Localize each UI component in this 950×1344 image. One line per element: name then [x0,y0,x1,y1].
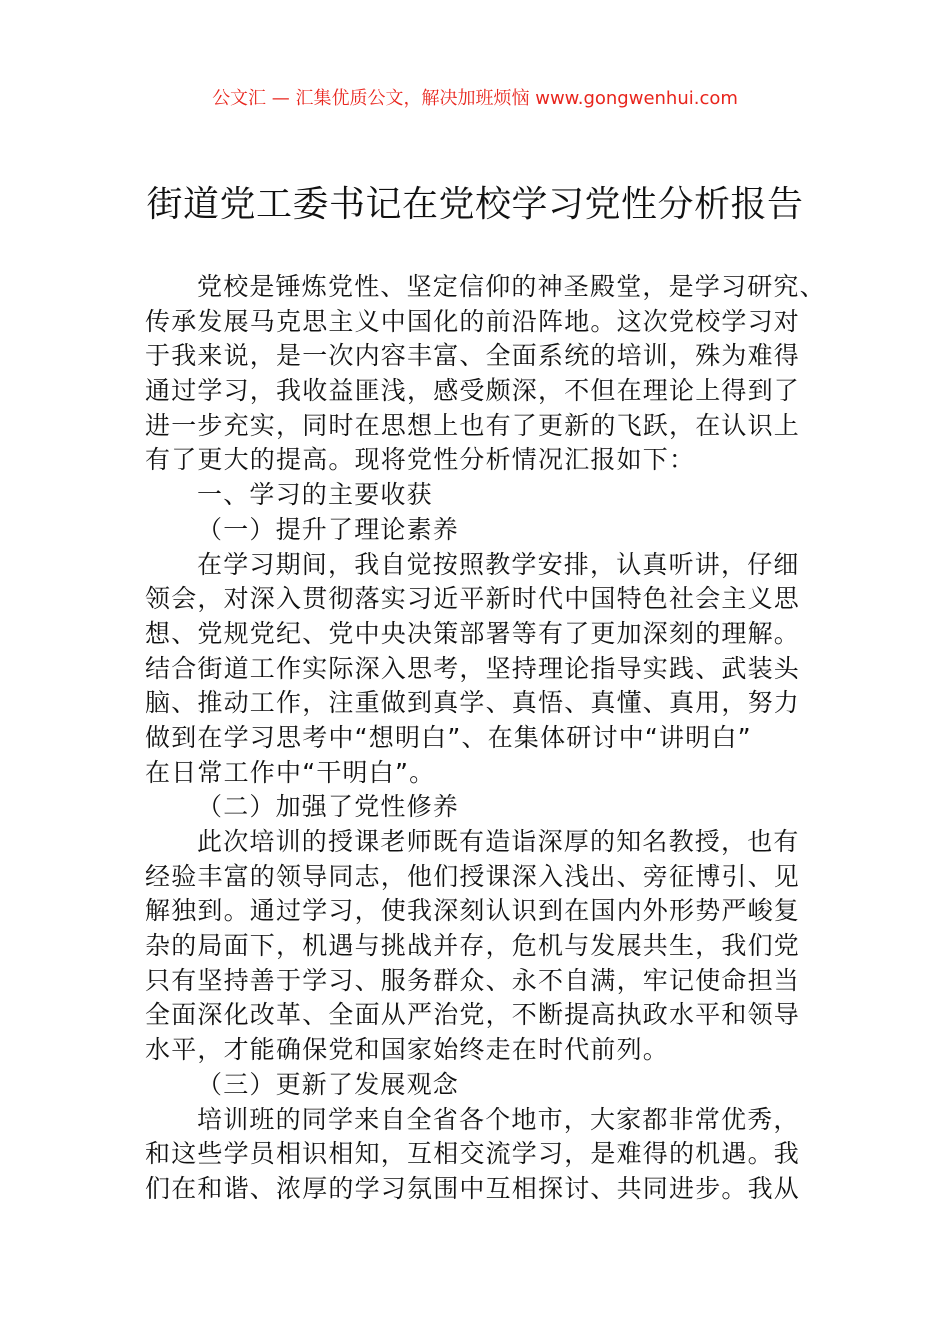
text-line: 结合街道工作实际深入思考，坚持理论指导实践、武装头 [145,653,801,683]
text-line: 脑、推动工作，注重做到真学、真悟、真懂、真用，努力 [145,688,801,718]
text-line: 党校是锤炼党性、坚定信仰的神圣殿堂，是学习研究、 [197,272,826,301]
text-line: 进一步充实，同时在思想上也有了更新的飞跃，在认识上 [145,410,801,440]
text-line: 想、党规党纪、党中央决策部署等有了更加深刻的理解。 [145,618,801,648]
text-line: （二）加强了党性修养 [197,792,460,822]
text-line: （一）提升了理论素养 [197,514,460,544]
text-line: 一、学习的主要收获 [197,480,433,510]
text-line: 此次培训的授课老师既有造诣深厚的知名教授，也有 [197,827,800,856]
text-line: 杂的局面下，机遇与挑战并存，危机与发展共生，我们党 [145,931,801,961]
site-header-banner: 公文汇 — 汇集优质公文，解决加班烦恼 www.gongwenhui.com [212,88,738,109]
text-line: 做到在学习思考中“想明白”、在集体研讨中“讲明白” [145,722,752,752]
text-line: （三）更新了发展观念 [197,1069,460,1099]
text-line: 在日常工作中“干明白”。 [145,757,436,787]
text-line: 经验丰富的领导同志，他们授课深入浅出、旁征博引、见 [145,861,801,891]
text-line: 有了更大的提高。现将党性分析情况汇报如下： [145,445,696,475]
text-line: 于我来说，是一次内容丰富、全面系统的培训，殊为难得 [145,341,801,371]
text-line: 培训班的同学来自全省各个地市，大家都非常优秀， [197,1104,800,1134]
text-line: 传承发展马克思主义中国化的前沿阵地。这次党校学习对 [145,306,801,336]
document-title: 街道党工委书记在党校学习党性分析报告 [146,184,804,225]
text-line: 全面深化改革、全面从严治党，不断提高执政水平和领导 [145,1000,801,1030]
text-line: 和这些学员相识相知，互相交流学习，是难得的机遇。我 [145,1139,801,1169]
text-line: 水平，才能确保党和国家始终走在时代前列。 [145,1035,670,1065]
text-line: 解独到。通过学习，使我深刻认识到在国内外形势严峻复 [145,896,801,926]
document-body [145,270,826,1207]
text-line: 领会，对深入贯彻落实习近平新时代中国特色社会主义思 [145,584,801,614]
text-line: 们在和谐、浓厚的学习氛围中互相探讨、共同进步。我从 [145,1173,801,1203]
text-line: 在学习期间，我自觉按照教学安排，认真听讲，仔细 [197,549,800,579]
text-line: 只有坚持善于学习、服务群众、永不自满，牢记使命担当 [145,965,801,995]
text-line: 通过学习，我收益匪浅，感受颇深，不但在理论上得到了 [145,376,801,406]
